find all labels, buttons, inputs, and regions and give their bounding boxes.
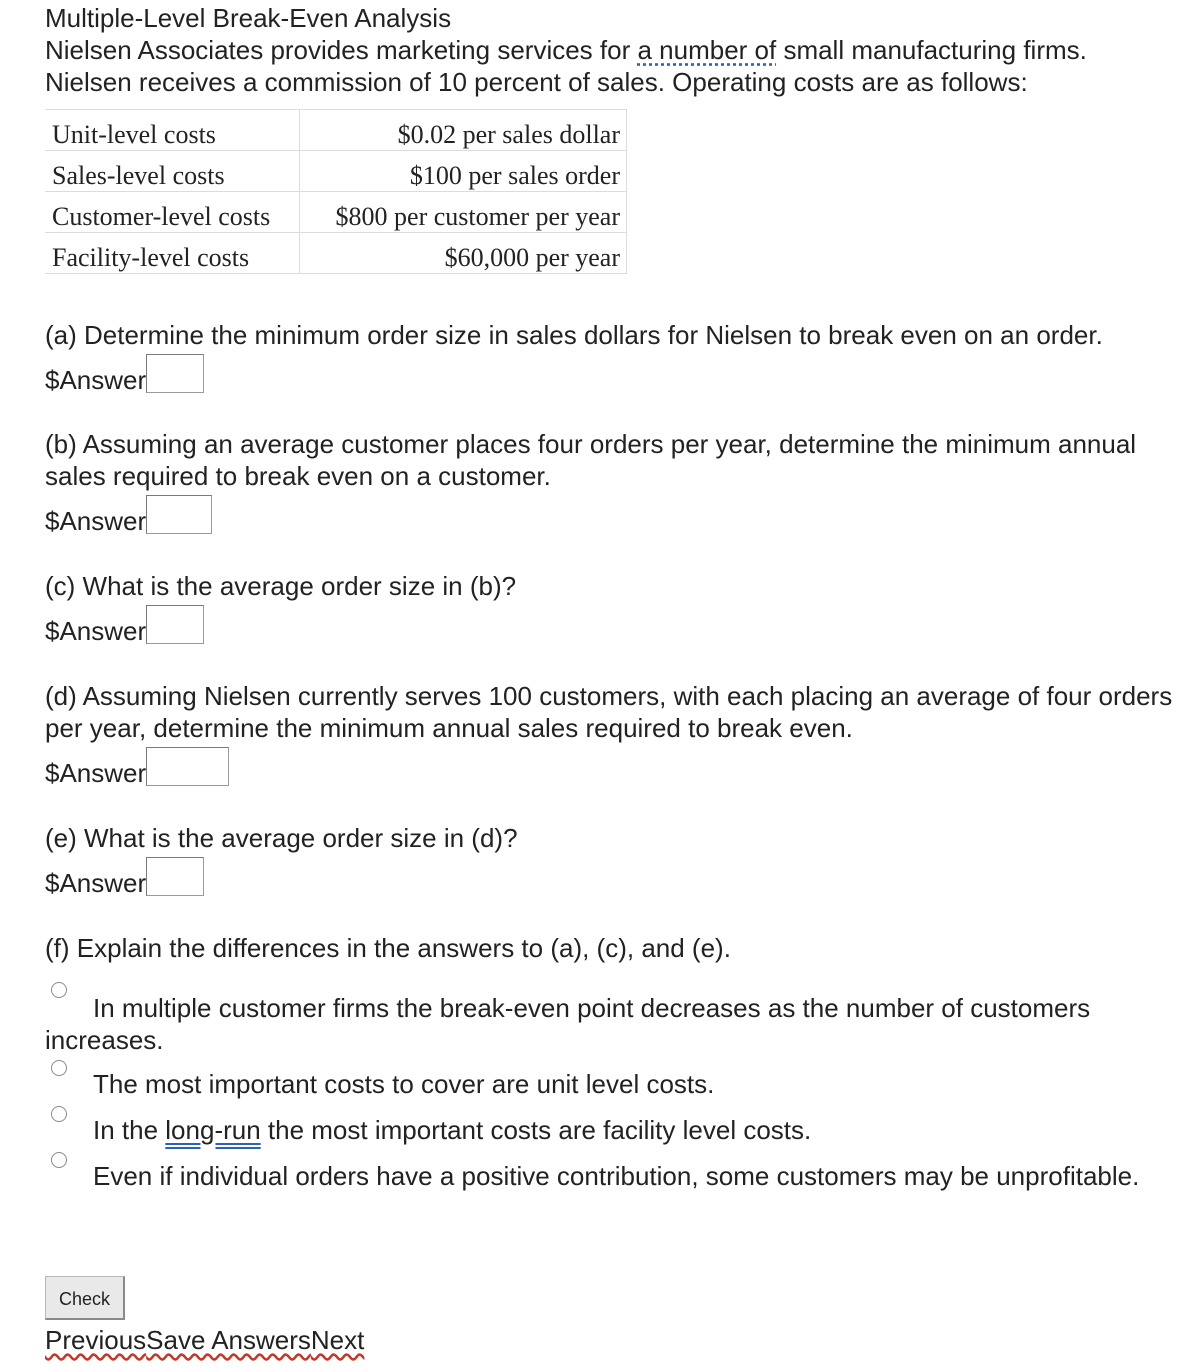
table-row	[45, 151, 627, 192]
operating-costs-table	[45, 109, 627, 274]
option-1[interactable]	[45, 992, 1175, 1056]
cost-value: $0.02 per sales dollar	[300, 110, 627, 151]
answer-row-a	[45, 354, 1175, 396]
radio-button[interactable]	[51, 1106, 67, 1122]
answer-label: $Answer	[45, 506, 147, 536]
answer-row-c	[45, 605, 1175, 647]
intro-line2: Nielsen receives a commission of 10 percent of sales. Operating costs are as follows:	[45, 67, 1028, 97]
answer-label: $Answer	[45, 758, 147, 788]
cost-label: Facility-level costs	[45, 233, 300, 274]
previous-link[interactable]: Previous	[45, 1325, 147, 1355]
answer-input-d[interactable]	[146, 747, 229, 786]
check-button[interactable]: Check	[45, 1276, 125, 1320]
option-text: Even if individual orders have a positive contribution, some customers may be unprofitable.	[93, 1161, 1140, 1191]
radio-button[interactable]	[51, 982, 67, 998]
radio-button[interactable]	[51, 1060, 67, 1076]
cost-value: $800 per customer per year	[300, 192, 627, 233]
save-answers-link[interactable]: Save Answers	[146, 1325, 311, 1355]
answer-input-c[interactable]	[146, 605, 204, 644]
cost-label: Unit-level costs	[45, 110, 300, 151]
answer-input-a[interactable]	[146, 354, 204, 393]
radio-button[interactable]	[51, 1152, 67, 1168]
option-text: The most important costs to cover are unit level costs.	[93, 1069, 715, 1099]
question-d: (d) Assuming Nielsen currently serves 100 customers, with each placing an average of four orders per year, determine the minimum annual sales required to break even.	[45, 681, 1173, 743]
nav-links	[45, 1324, 364, 1356]
answer-input-b[interactable]	[146, 495, 212, 534]
table-row	[45, 110, 627, 151]
answer-label: $Answer	[45, 616, 147, 646]
answer-input-e[interactable]	[146, 857, 204, 896]
glossary-link-a-number-of[interactable]: a number of	[637, 35, 777, 65]
glossary-link-long-run[interactable]: long-run	[165, 1115, 261, 1145]
question-e: (e) What is the average order size in (d)?	[45, 823, 518, 853]
intro-line1-pre: Nielsen Associates provides marketing services for	[45, 35, 638, 65]
question-page	[45, 0, 1175, 1355]
answer-row-e	[45, 857, 1175, 899]
answer-row-d	[45, 747, 1175, 789]
answer-label: $Answer	[45, 365, 147, 395]
question-b: (b) Assuming an average customer places four orders per year, determine the minimum annual sales required to break even on a customer.	[45, 429, 1137, 491]
option-text: In multiple customer firms the break-even point decreases as the number of customers increases.	[45, 993, 1091, 1055]
cost-value: $60,000 per year	[300, 233, 627, 274]
question-a: (a) Determine the minimum order size in sales dollars for Nielsen to break even on an order.	[45, 320, 1103, 350]
answer-row-b	[45, 495, 1175, 537]
table-row	[45, 233, 627, 274]
option-text-post: the most important costs are facility level costs.	[260, 1115, 812, 1145]
next-link[interactable]: Next	[310, 1325, 365, 1355]
cost-label: Customer-level costs	[45, 192, 300, 233]
question-c: (c) What is the average order size in (b)?	[45, 571, 517, 601]
page-title: Multiple-Level Break-Even Analysis	[45, 3, 452, 33]
option-2[interactable]	[45, 1068, 1175, 1100]
option-3[interactable]	[45, 1114, 1175, 1146]
intro-text	[45, 34, 1175, 98]
option-4[interactable]	[45, 1160, 1175, 1192]
table-row	[45, 192, 627, 233]
intro-line1-post: small manufacturing firms.	[776, 35, 1087, 65]
answer-label: $Answer	[45, 868, 147, 898]
option-text-pre: In the	[93, 1115, 166, 1145]
question-f: (f) Explain the differences in the answers to (a), (c), and (e).	[45, 933, 731, 963]
cost-label: Sales-level costs	[45, 151, 300, 192]
cost-value: $100 per sales order	[300, 151, 627, 192]
